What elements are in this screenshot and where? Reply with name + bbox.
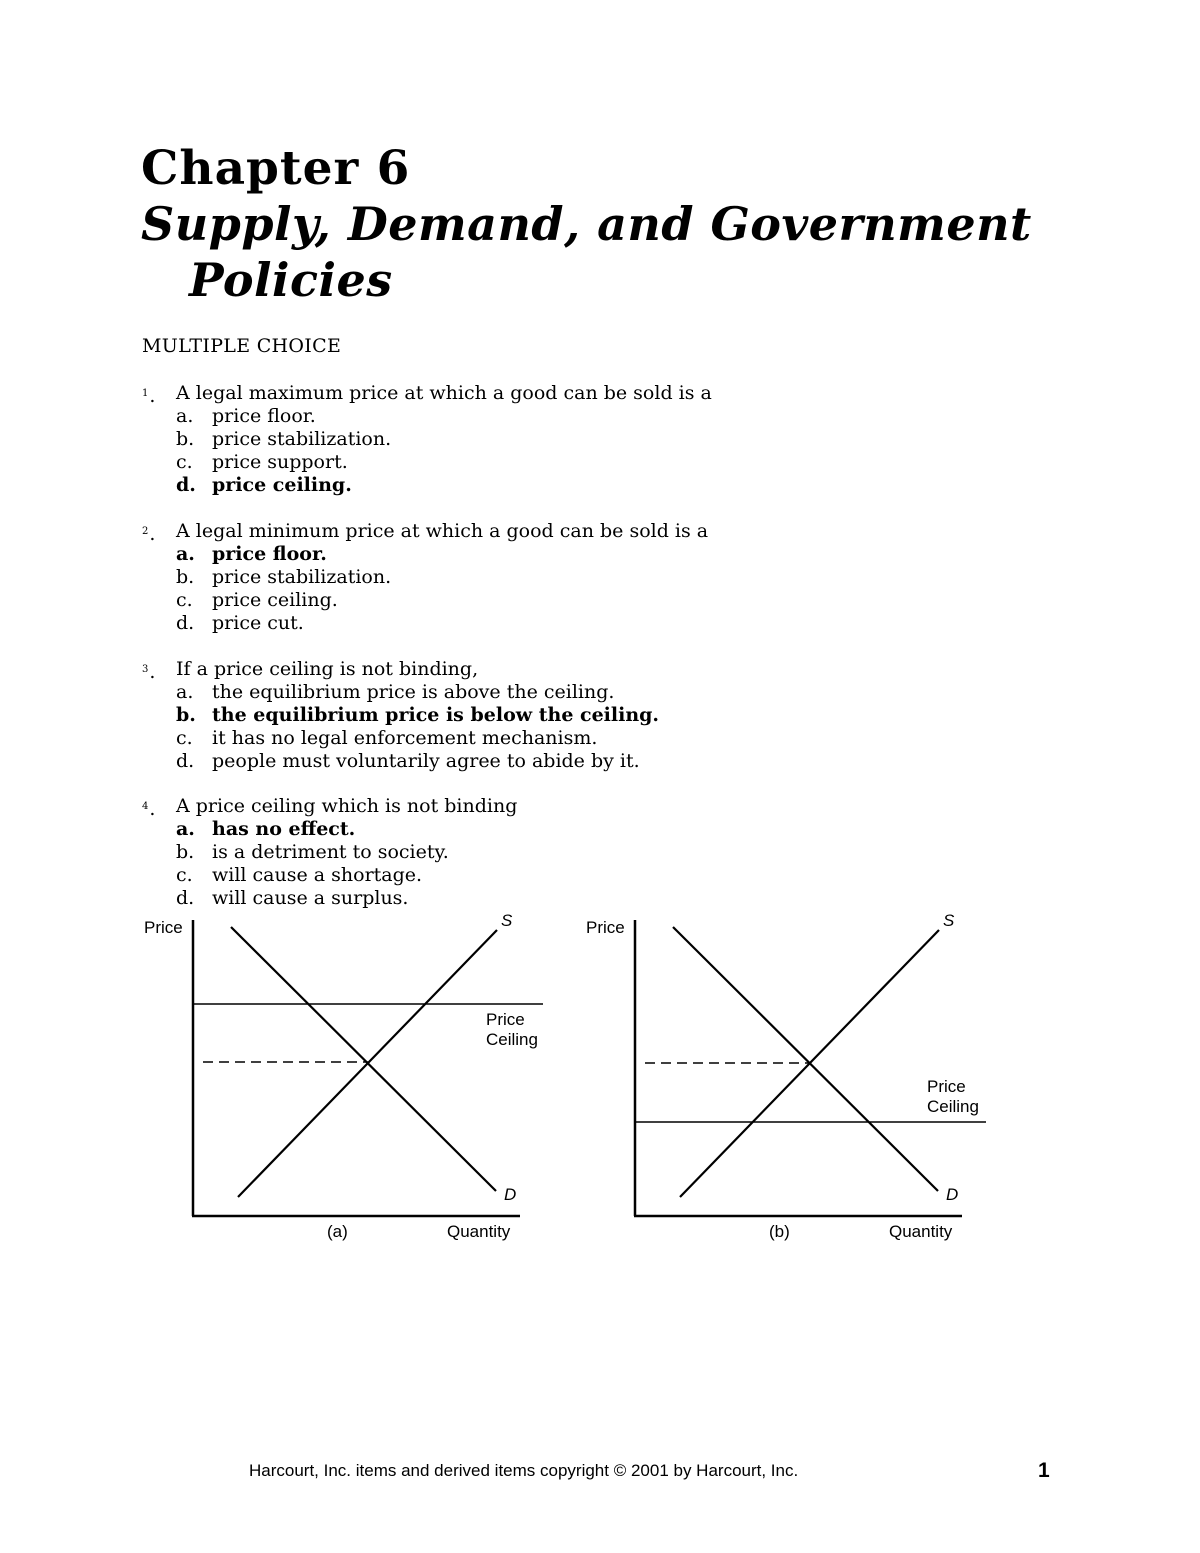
graph-b-ceiling-label-line2: Ceiling [927, 1097, 979, 1116]
option-text: price cut. [212, 612, 304, 634]
graph-a-panel-label: (a) [327, 1222, 348, 1241]
answer-option [0, 727, 900, 750]
option-letter: b. [176, 428, 195, 450]
question-text: If a price ceiling is not binding, [176, 658, 479, 680]
graph-panel-b [582, 910, 1002, 1250]
answer-option-correct [0, 474, 900, 497]
option-text: price stabilization. [212, 566, 392, 588]
question-stem [0, 658, 900, 681]
graph-b-supply-label: S [943, 911, 955, 930]
question-number: $^2$. [142, 523, 156, 545]
chapter-subtitle-line1: Supply, Demand, and Government [141, 197, 1032, 251]
question [0, 658, 900, 773]
option-letter: d. [176, 612, 195, 634]
question [0, 382, 900, 497]
option-letter: d. [176, 887, 195, 909]
page-number: 1 [1038, 1459, 1050, 1482]
section-heading: MULTIPLE CHOICE [142, 335, 342, 357]
answer-option [0, 566, 900, 589]
graph-b-y-axis-label: Price [586, 918, 625, 937]
footer-copyright: Harcourt, Inc. items and derived items copyright © 2001 by Harcourt, Inc. [249, 1461, 799, 1480]
question-number-value: 3 [142, 664, 149, 675]
option-letter: b. [176, 704, 196, 726]
graph-b-panel-label: (b) [769, 1222, 790, 1241]
option-letter: c. [176, 727, 193, 749]
answer-option [0, 612, 900, 635]
answer-option [0, 681, 900, 704]
option-letter: b. [176, 841, 195, 863]
chapter-subtitle [141, 196, 1101, 308]
question-text: A legal maximum price at which a good can be sold is a [176, 382, 712, 404]
answer-option [0, 864, 900, 887]
option-text: price support. [212, 451, 348, 473]
graph-a-ceiling-label-line2: Ceiling [486, 1030, 538, 1049]
graph-panel-a [140, 910, 560, 1250]
option-letter: c. [176, 864, 193, 886]
graph-a-supply-label: S [501, 911, 513, 930]
option-letter: c. [176, 589, 193, 611]
answer-option [0, 841, 900, 864]
question-stem [0, 382, 900, 405]
option-text: the equilibrium price is below the ceiling. [212, 704, 660, 726]
chapter-title: Chapter 6 [141, 141, 411, 196]
chapter-subtitle-line2: Policies [189, 253, 393, 307]
question-number-value: 4 [142, 801, 149, 812]
option-letter: a. [176, 818, 195, 840]
answer-option [0, 428, 900, 451]
graph-a-demand-label: D [504, 1185, 517, 1204]
option-text: is a detriment to society. [212, 841, 449, 863]
question-text: A legal minimum price at which a good can be sold is a [176, 520, 709, 542]
option-letter: a. [176, 543, 195, 565]
option-letter: a. [176, 405, 194, 427]
option-letter: c. [176, 451, 193, 473]
question-number-value: 1 [142, 388, 149, 399]
option-text: has no effect. [212, 818, 356, 840]
graph-a-canvas [140, 910, 560, 1250]
question-number: $^1$. [142, 385, 156, 407]
graph-a-ceiling-label-line1: Price [486, 1010, 525, 1029]
option-text: people must voluntarily agree to abide by it. [212, 750, 640, 772]
option-letter: a. [176, 681, 194, 703]
graph-b-demand-curve [673, 927, 938, 1191]
option-letter: b. [176, 566, 195, 588]
option-text: price ceiling. [212, 474, 352, 496]
answer-option [0, 750, 900, 773]
graph-a-demand-curve [231, 927, 496, 1191]
answer-option-correct [0, 543, 900, 566]
option-text: the equilibrium price is above the ceiling. [212, 681, 615, 703]
answer-option-correct [0, 704, 900, 727]
option-text: price floor. [212, 543, 327, 565]
answer-option [0, 451, 900, 474]
option-text: price stabilization. [212, 428, 392, 450]
option-text: price ceiling. [212, 589, 338, 611]
question-number: $^4$. [142, 798, 156, 820]
question [0, 795, 900, 910]
question-stem [0, 795, 900, 818]
question-stem [0, 520, 900, 543]
question-number-value: 2 [142, 526, 149, 537]
question-number: $^3$. [142, 661, 156, 683]
question [0, 520, 900, 635]
answer-option [0, 887, 900, 910]
graph-b-x-axis-label: Quantity [889, 1222, 953, 1241]
answer-option [0, 589, 900, 612]
graph-a-y-axis-label: Price [144, 918, 183, 937]
option-letter: d. [176, 750, 195, 772]
option-letter: d. [176, 474, 196, 496]
answer-option [0, 405, 900, 428]
answer-option-correct [0, 818, 900, 841]
question-text: A price ceiling which is not binding [176, 795, 518, 817]
option-text: will cause a surplus. [212, 887, 409, 909]
option-text: will cause a shortage. [212, 864, 423, 886]
option-text: price floor. [212, 405, 316, 427]
option-text: it has no legal enforcement mechanism. [212, 727, 598, 749]
graph-b-ceiling-label-line1: Price [927, 1077, 966, 1096]
graph-a-x-axis-label: Quantity [447, 1222, 511, 1241]
graph-b-demand-label: D [946, 1185, 959, 1204]
